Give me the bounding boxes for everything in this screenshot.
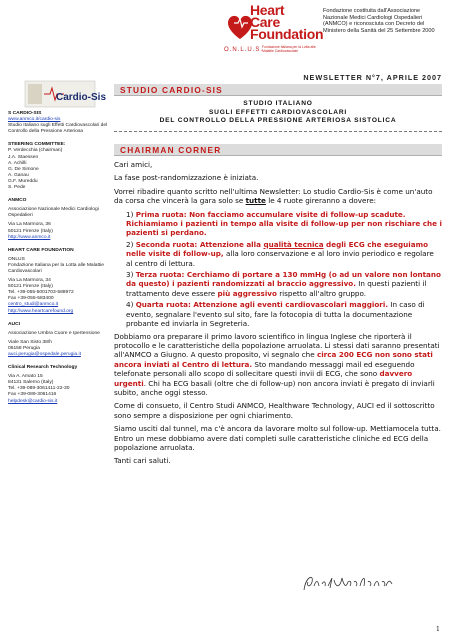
anmco-name: Associazione Nazionale Medici Cardiologi Ospedalieri [8,207,99,219]
anmco-block [8,198,112,241]
steering-member: A. Achilli [8,160,27,166]
paragraph: La fase post-randomizzazione è iniziata. [114,173,259,183]
study-section-title: STUDIO CARDIO-SIS [120,85,223,95]
auci-city: 06158 Perugia [8,345,40,351]
hcf-city: 50121 Firenze (Italy) [8,284,53,290]
paragraph: Tanti cari saluti. [114,456,171,466]
cardio-sis-description: Studio Italiano sugli Effetti Cardiovascolari del Controllo della Pressione Arteriosa [8,123,108,135]
study-title-line: SUGLI EFFETTI CARDIOVASCOLARI [208,108,348,116]
crt-email-link[interactable]: helpdesk@cardio-sis.it [8,398,58,404]
handwritten-signature [300,570,395,596]
hcf-word-care: Care [250,14,280,30]
anmco-city: 50121 Firenze (Italy) [8,228,53,234]
paragraph: Come di consueto, il Centro Studi ANMCO, Healthware Technology, AUCI ed il sottoscritto sono sempre a disposizione per ogni chiarimento. [114,401,435,420]
divider [114,131,442,132]
page-number: 1 [436,626,440,633]
steering-member: G.F. Mureddu [8,178,38,184]
cardio-sis-link[interactable]: www.anmco.it/cardio-sis [8,117,61,123]
study-title-line: STUDIO ITALIANO [243,100,313,107]
list-item: 3) Terza ruota: Cerchiamo di portare a 130 mmHg (o ad un valore non lontano da questo) i pazienti randomizzati al braccio aggressivo. In questi pazienti il trattamento deve essere più aggressivo rispetto all'altro gruppo. [126,270,441,298]
hcf-heading: HEART CARE FOUNDATION [8,247,74,253]
cardio-sis-intro [8,111,112,135]
hcf-wordmark [250,4,323,40]
wheel-list [114,210,442,329]
cardio-sis-label: S CARDIO-SIS [8,111,42,116]
anmco-address: Via La Marmora, 36 [8,222,51,228]
heart-chart-icon [24,80,107,108]
hcf-tel: Tel. +39-055-5001703-588972 [8,290,74,296]
steering-member: G. De Simone [8,166,39,172]
list-item: 2) Seconda ruota: Attenzione alla qualità tecnica degli ECG che eseguiamo nelle visite di follow-up, alla loro conservazione e al loro invio periodico e regolare al centro di lettura. [126,239,434,268]
crt-address: Via A. Amato 15 [8,374,43,380]
auci-email-link[interactable]: auci.perugia@ospedale.perugia.it [8,352,81,357]
steering-member: S. Pede [8,185,26,191]
hcf-email-link[interactable]: centro_studi@anmco.it [8,302,59,308]
cardio-sis-logo [24,80,107,108]
auci-heading: AUCI [8,321,20,327]
left-sidebar [8,80,112,412]
hcf-word-heart: Heart [250,2,285,18]
auci-address: Viale San Sisto 38/h [8,339,52,345]
crt-tel: Tel. +39-089-3061411-22-30 [8,386,70,392]
steering-member: P. Verdecchia (chairman) [8,148,63,154]
list-item: 4) Quarta ruota: Attenzione agli eventi cardiovascolari maggiori. In caso di evento, segnalare l'evento sul sito, fare la fotocopia di tutta la documentazione probante ed inviarla in Segreteria. [126,300,425,329]
paragraph: Dobbiamo ora preparare il primo lavoro scientifico in lingua Inglese che riporterà il protocollo e le caratteristiche della popolazione arruolata. Li stessi dati saranno presentati all'ANMCO a Giugno. A questo proposito, vi segnalo che circa 200 ECG non sono stati ancora inviati al Centro di lettura. Sto mandando messaggi mail ed eseguendo telefonate personali allo scopo di sollecitare questi invii di ECG, che sono davvero urgenti. Chi ha ECG basali (oltre che di follow-up) non ancora inviati è pregato di inviarli subito, anche oggi stesso. [114,331,440,397]
anmco-link[interactable]: http://www.anmco.it [8,234,51,240]
paragraph: Siamo usciti dal tunnel, ma c'è ancora da lavorare molto sul follow-up. Mettiamocela tutta. Entro un mese dobbiamo avere dati completi sulle caratteristiche cliniche ed ECG della popolazione arruolata. [114,424,441,452]
hcf-fax: Fax +39-055-583400 [8,296,54,302]
hcf-onlus: O.N.L.U.S. [224,47,264,53]
anmco-heading: ANMCO [8,198,27,204]
crt-heading: Clinical Research Technology [8,365,78,371]
cardio-sis-logo-text: Cardio-Sis [56,92,107,103]
crt-city: 84131 Salerno (Italy) [8,380,54,386]
hcf-word-foundation: Foundation [250,26,324,42]
steering-member: J.A. Staessen [8,154,39,160]
chairman-letter [114,160,442,470]
list-item: 1) Prima ruota: Non facciamo accumulare visite di follow-up scadute. Richiamiamo i pazienti in tempo alla visite di follow-up per non rischiare che i pazienti si perdano. [126,209,443,238]
crt-block [8,365,112,405]
steering-heading: STEERING COMMITTEE: [8,142,66,148]
chairman-section-bar [114,144,442,156]
foundation-note: Fondazione costituita dall'Associazione Nazionale Medici Cardiologi Ospedalieri (ANMCO) e riconosciuta con Decreto del Ministero della Sanità del 25 Settembre 2000 [323,8,435,34]
paragraph: Vorrei ribadire quanto scritto nell'ultima Newsletter: Lo studio Cardio-Sis è come un'auto da corsa che vincerà la gara solo se tutte le 4 ruote gireranno a dovere: [114,186,433,206]
steering-member: A. Ganau [8,172,29,178]
hcf-desc: Fondazione Italiana per la Lotta alle Malattie Cardiovascolari [8,262,104,274]
hcf-subtitle: Fondazione Italiana per la Lotta alle Malattie Cardiovascolari [262,45,316,53]
steering-committee [8,142,112,191]
greeting: Cari amici, [114,160,153,169]
study-section-bar [114,84,442,96]
hcf-address: Via La Marmora, 34 [8,278,51,284]
hcf-onlus-line: ONLUS [8,256,25,262]
newsletter-number: NEWSLETTER N°7, APRILE 2007 [303,73,442,82]
study-full-title [114,100,442,126]
hcf-web-link[interactable]: http://www.heartcarefound.org [8,308,74,314]
auci-name: Associazione Umbra Cuore e Ipertensione [8,330,100,336]
crt-fax: Fax +39-089-3061416 [8,392,57,398]
hcf-block [8,248,112,315]
study-title-line: DEL CONTROLLO DELLA PRESSIONE ARTERIOSA SISTOLICA [159,117,397,125]
chairman-section-title: CHAIRMAN CORNER [120,145,222,155]
auci-block [8,322,112,358]
